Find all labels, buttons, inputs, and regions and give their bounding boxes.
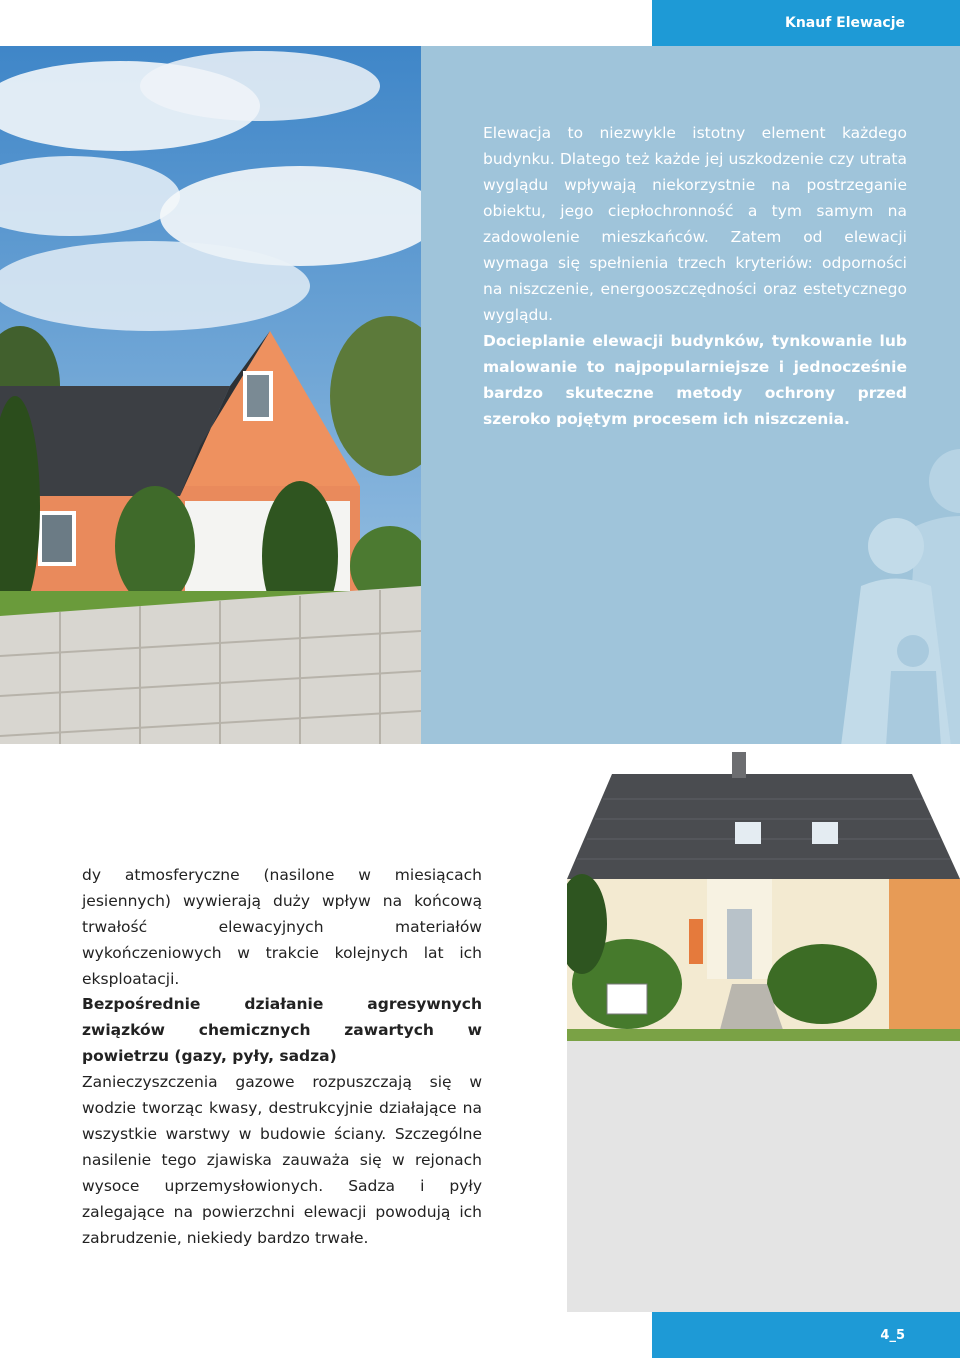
brand-label: Knauf Elewacje bbox=[784, 15, 905, 31]
house-photo-grey-roof bbox=[567, 744, 960, 1041]
intro-paragraph: Elewacja to niezwykle istotny element każdego budynku. Dlatego też każde jej uszkodzenie czy utrata wyglądu wpływają niekorzystnie na postrzeganie obiektu, jego ciepłochronność a tym samym na zadowolenie mieszkańców. Zatem od elewacji wymaga się spełnienia trzech kryteriów: odporności na niszczenie, energooszczędności oraz estetycznego wyglądu. bbox=[483, 124, 907, 324]
section-paragraph: Zanieczyszczenia gazowe rozpuszczają się w wodzie tworząc kwasy, destrukcyjnie działające na wszystkie warstwy w budowie ściany. Szczególne nasilenie tego zjawiska zauważa się w rejonach wysoce uprzemysłowionych. Sadza i pyły zalegające na powierzchni elewacji powodują ich zabrudzenie, niekiedy bardzo trwałe. bbox=[82, 1073, 482, 1247]
family-silhouette-icon bbox=[821, 446, 960, 744]
page-number-tab bbox=[652, 1312, 960, 1358]
brand-tab bbox=[652, 0, 960, 46]
intro-panel bbox=[421, 46, 960, 744]
section-heading: Bezpośrednie działanie agresywnych związków chemicznych zawartych w powietrzu (gazy, pyły, sadza) bbox=[82, 995, 482, 1065]
intro-highlight: Docieplanie elewacji budynków, tynkowanie lub malowanie to najpopularniejsze i jednocześnie bardzo skuteczne metody ochrony przed szeroko pojętym procesem ich niszczenia. bbox=[483, 332, 907, 428]
page-number: 4_5 bbox=[880, 1327, 905, 1343]
house-photo-orange bbox=[0, 46, 421, 744]
continuation-paragraph: dy atmosferyczne (nasilone w miesiącach jesiennych) wywierają duży wpływ na końcową trwałość elewacyjnych materiałów wykończeniowych w trakcie kolejnych lat ich eksploatacji. bbox=[82, 866, 482, 988]
